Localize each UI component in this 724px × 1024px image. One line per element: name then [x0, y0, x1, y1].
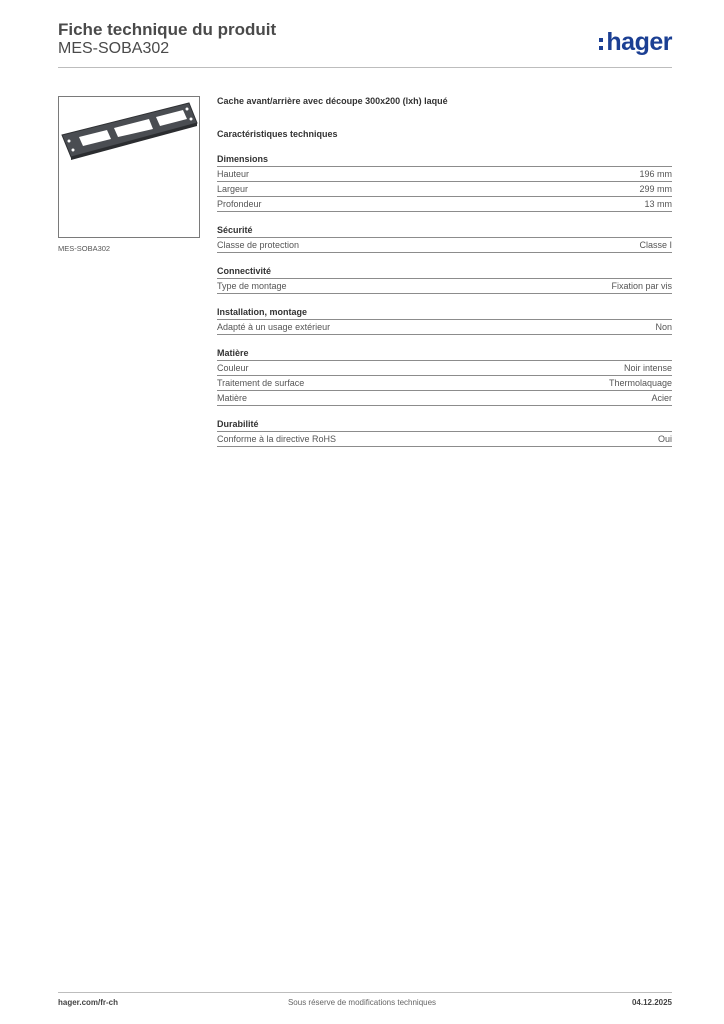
spec-label: Largeur	[217, 184, 249, 194]
footer-website-link[interactable]: hager.com/fr-ch	[58, 998, 119, 1007]
spec-group-title: Dimensions	[217, 153, 672, 167]
spec-value: Fixation par vis	[611, 281, 672, 291]
spec-group-title: Matière	[217, 347, 672, 361]
spec-row	[217, 182, 672, 197]
spec-groups	[217, 153, 672, 447]
spec-label: Matière	[217, 393, 248, 403]
spec-group-title: Installation, montage	[217, 306, 672, 320]
spec-group	[217, 224, 672, 253]
spec-value: Non	[655, 322, 672, 332]
spec-label: Adapté à un usage extérieur	[217, 322, 331, 332]
footer-divider	[58, 992, 672, 993]
main-content	[217, 94, 672, 447]
spec-row	[217, 391, 672, 406]
spec-value: 196 mm	[639, 169, 672, 179]
spec-value: Acier	[651, 393, 672, 403]
spec-row	[217, 361, 672, 376]
spec-label: Traitement de surface	[217, 378, 305, 388]
logo-text: hager	[606, 28, 672, 56]
page-title: Fiche technique du produit	[58, 20, 277, 39]
spec-value: 13 mm	[644, 199, 672, 209]
spec-value: Oui	[657, 434, 672, 444]
product-description: Cache avant/arrière avec découpe 300x200 (lxh) laqué	[217, 96, 448, 106]
spec-label: Type de montage	[217, 281, 287, 291]
specs-heading: Caractéristiques techniques	[217, 129, 338, 139]
spec-label: Couleur	[217, 363, 249, 373]
spec-label: Profondeur	[217, 199, 262, 209]
spec-group	[217, 418, 672, 447]
spec-row	[217, 238, 672, 253]
spec-value: Thermolaquage	[608, 378, 672, 388]
spec-value: Classe I	[639, 240, 672, 250]
spec-row	[217, 279, 672, 294]
spec-group	[217, 265, 672, 294]
spec-label: Classe de protection	[217, 240, 300, 250]
spec-row	[217, 376, 672, 391]
spec-row	[217, 320, 672, 335]
product-image	[58, 96, 200, 238]
spec-value: 299 mm	[639, 184, 672, 194]
spec-group	[217, 306, 672, 335]
header-divider	[58, 67, 672, 68]
spec-row	[217, 432, 672, 447]
footer-date: 04.12.2025	[631, 998, 672, 1007]
spec-group	[217, 347, 672, 406]
cover-plate-illustration	[59, 97, 199, 237]
spec-row	[217, 197, 672, 212]
footer-center: Sous réserve de modifications techniques	[287, 998, 437, 1007]
spec-value: Noir intense	[623, 363, 672, 373]
spec-group-title: Sécurité	[217, 224, 672, 238]
spec-group	[217, 153, 672, 212]
hager-logo	[599, 28, 672, 57]
logo-colon-icon	[599, 38, 603, 50]
spec-label: Hauteur	[217, 169, 250, 179]
spec-row	[217, 167, 672, 182]
spec-group-title: Durabilité	[217, 418, 672, 432]
spec-group-title: Connectivité	[217, 265, 672, 279]
image-caption: MES-SOBA302	[58, 244, 111, 253]
spec-label: Conforme à la directive RoHS	[217, 434, 337, 444]
product-code: MES-SOBA302	[58, 40, 170, 57]
